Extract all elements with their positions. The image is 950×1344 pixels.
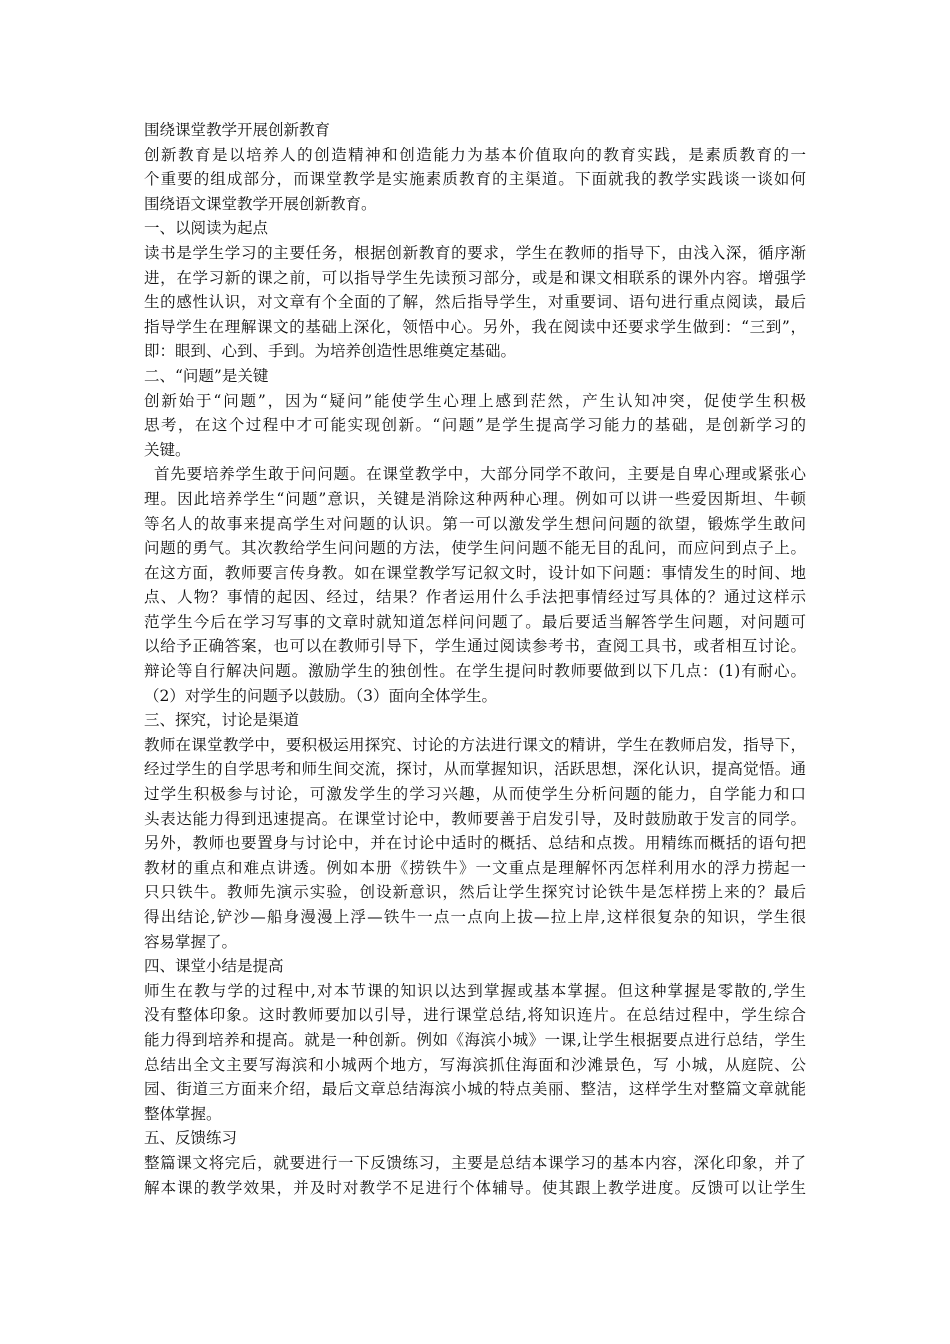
text-line: 园、街道三方面来介绍，最后文章总结海滨小城的特点美丽、整洁，这样学生对整篇文章就能: [144, 1080, 806, 1099]
text-line: 辩论等自行解决问题。激励学生的独创性。在学生提问时教师要做到以下几点：(1)有耐心。: [144, 662, 806, 681]
text-line: 头表达能力得到迅速提高。在课堂讨论中，教师要善于启发引导，及时鼓励敢于发言的同学。: [144, 809, 806, 828]
text-line: 过学生积极参与讨论，可激发学生的学习兴趣，从而使学生分析问题的能力，自学能力和口: [144, 785, 806, 804]
text-line: 在这方面，教师要言传身教。如在课堂教学写记叙文时，设计如下问题：事情发生的时间、地: [144, 563, 806, 582]
text-line: 五、反馈练习: [144, 1129, 238, 1148]
text-line: 经过学生的自学思考和师生间交流，探讨，从而掌握知识，活跃思想，深化认识，提高觉悟。通: [144, 760, 806, 779]
text-line: 创新教育是以培养人的创造精神和创造能力为基本价值取向的教育实践，是素质教育的一: [144, 145, 806, 164]
text-line: 指导学生在理解课文的基础上深化，领悟中心。另外，我在阅读中还要求学生做到：“三到”，: [144, 317, 806, 336]
text-line: 关键。: [144, 440, 191, 459]
text-line: 以给予正确答案，也可以在教师引导下，学生通过阅读参考书，查阅工具书，或者相互讨论。: [144, 637, 806, 656]
text-line: 容易掌握了。: [144, 932, 238, 951]
text-line: 围绕课堂教学开展创新教育: [144, 121, 331, 139]
text-line: 整篇课文将完后，就要进行一下反馈练习，主要是总结本课学习的基本内容，深化印象，并了: [144, 1153, 806, 1172]
text-line: 解本课的教学效果，并及时对教学不足进行个体辅导。使其跟上教学进度。反馈可以让学生: [144, 1178, 806, 1197]
text-line: 进，在学习新的课之前，可以指导学生先读预习部分，或是和课文相联系的课外内容。增强学: [144, 268, 806, 287]
text-line: 读书是学生学习的主要任务，根据创新教育的要求，学生在教师的指导下，由浅入深，循序渐: [144, 243, 806, 262]
text-line: 得出结论,铲沙—船身漫漫上浮—铁牛一点一点向上拔—拉上岸,这样很复杂的知识，学生很: [144, 908, 806, 926]
text-line: 总结出全文主要写海滨和小城两个地方，写海滨抓住海面和沙滩景色，写 小城，从庭院、公: [144, 1055, 806, 1074]
text-line: 能力得到培养和提高。就是一种创新。例如《海滨小城》一课,让学生根据要点进行总结，学生: [144, 1030, 806, 1049]
text-line: 范学生今后在学习写事的文章时就知道怎样问问题了。最后要适当解答学生问题，对问题可: [144, 612, 806, 631]
text-line: 整体掌握。: [144, 1104, 222, 1123]
text-line: 理。因此培养学生“问题”意识，关键是消除这种两种心理。例如可以讲一些爱因斯坦、牛顿: [144, 489, 806, 508]
text-line: 只只铁牛。教师先演示实验，创设新意识，然后让学生探究讨论铁牛是怎样捞上来的？最后: [144, 883, 806, 902]
text-line: 围绕语文课堂教学开展创新教育。: [144, 194, 377, 213]
text-line: 教材的重点和难点讲透。例如本册《捞铁牛》一文重点是理解怀丙怎样利用水的浮力捞起一: [144, 858, 806, 877]
text-line: 三、探究，讨论是渠道: [144, 711, 300, 730]
text-line: 生的感性认识，对文章有个全面的了解，然后指导学生，对重要词、语句进行重点阅读，最后: [144, 293, 806, 312]
text-line: 等名人的故事来提高学生对问题的认识。第一可以激发学生想问问题的欲望，锻炼学生敢问: [144, 514, 806, 533]
text-line: 点、人物？事情的起因、经过，结果？作者运用什么手法把事情经过写具体的？通过这样示: [144, 588, 806, 607]
text-line: 一、以阅读为起点: [144, 219, 269, 238]
text-line: 即：眼到、心到、手到。为培养创造性思维奠定基础。: [144, 342, 517, 361]
text-line: 师生在教与学的过程中,对本节课的知识以达到掌握或基本掌握。但这种掌握是零散的,学生: [144, 981, 806, 1000]
text-line: 首先要培养学生敢于问问题。在课堂教学中，大部分同学不敢问，主要是自卑心理或紧张心: [154, 465, 806, 484]
text-line: 思考，在这个过程中才可能实现创新。“问题”是学生提高学习能力的基础，是创新学习的: [144, 416, 806, 435]
text-line: 另外，教师也要置身与讨论中，并在讨论中适时的概括、总结和点拨。用精练而概括的语句把: [144, 834, 806, 853]
text-line: 没有整体印象。这时教师要加以引导，进行课堂总结,将知识连片。在总结过程中，学生综合: [144, 1006, 806, 1025]
text-line: 创新始于“问题”，因为“疑问”能使学生心理上感到茫然，产生认知冲突，促使学生积极: [144, 391, 806, 410]
text-line: 个重要的组成部分，而课堂教学是实施素质教育的主渠道。下面就我的教学实践谈一谈如何: [144, 170, 806, 189]
text-line: 二、“问题”是关键: [144, 366, 269, 385]
text-line: 教师在课堂教学中，要积极运用探究、讨论的方法进行课文的精讲，学生在教师启发，指导下，: [144, 735, 806, 754]
text-line: 四、课堂小结是提高: [144, 957, 284, 976]
text-line: （2）对学生的问题予以鼓励。（3）面向全体学生。: [144, 686, 497, 705]
document-page: [144, 118, 806, 1200]
text-line: 问题的勇气。其次教给学生问问题的方法，使学生问问题不能无目的乱问，而应问到点子上。: [144, 539, 806, 558]
